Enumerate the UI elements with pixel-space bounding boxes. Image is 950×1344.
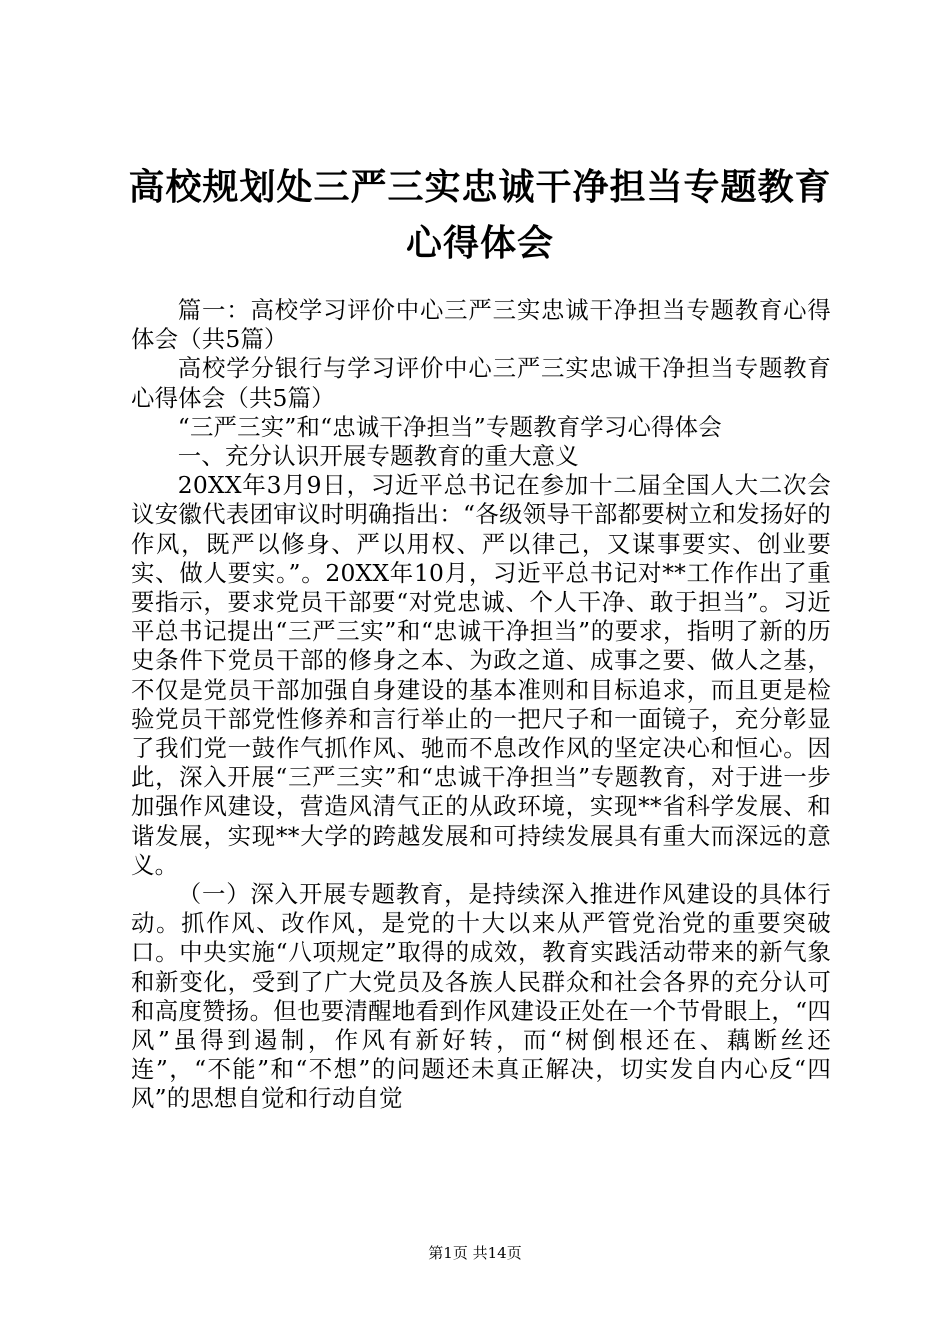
page-number-footer: 第1页 共14页 bbox=[428, 1244, 522, 1262]
document-body bbox=[131, 296, 831, 1114]
paragraph-subtitle: “三严三实”和“忠诚干净担当”专题教育学习心得体会 bbox=[177, 412, 722, 441]
section-heading: 一、充分认识开展专题教育的重大意义 bbox=[177, 442, 579, 471]
paragraph-heading-1: 篇一：高校学习评价中心三严三实忠诚干净担当专题教育心得体会（共5篇） bbox=[131, 296, 831, 354]
body-paragraph: 20XX年3月9日，习近平总书记在参加十二届全国人大二次会议安徽代表团审议时明确指出：“各级领导干部都要树立和发扬好的作风，既严以修身、严以用权、严以律己，又谋事要实、创业要实、做人要实。”。20XX年10月，习近平总书记对**工作作出了重要指示，要求党员干部要“对党忠诚、个人干净、敢于担当”。习近平总书记提出“三严三实”和“忠诚干净担当”的要求，指明了新的历史条件下党员干部的修身之本、为政之道、成事之要、做人之基，不仅是党员干部加强自身建设的基本准则和目标追求，而且更是检验党员干部党性修养和言行举止的一把尺子和一面镜子，充分彰显了我们党一鼓作气抓作风、驰而不息改作风的坚定决心和恒心。因此，深入开展“三严三实”和“忠诚干净担当”专题教育，对于进一步加强作风建设，营造风清气正的从政环境，实现**省科学发展、和谐发展，实现**大学的跨越发展和可持续发展具有重大而深远的意义。 bbox=[131, 471, 831, 879]
body-paragraph: （一）深入开展专题教育，是持续深入推进作风建设的具体行动。抓作风、改作风，是党的十大以来从严管党治党的重要突破口。中央实施“八项规定”取得的成效，教育实践活动带来的新气象和新变化，受到了广大党员及各族人民群众和社会各界的充分认可和高度赞扬。但也要清醒地看到作风建设正处在一个节骨眼上，“四风”虽得到遏制，作风有新好转，而“树倒根还在、藕断丝还连”，“不能”和“不想”的问题还未真正解决，切实发自内心反“四风”的思想自觉和行动自觉 bbox=[131, 880, 831, 1113]
document-title: 高校规划处三严三实忠诚干净担当专题教育心得体会 bbox=[128, 167, 832, 264]
paragraph-heading-2: 高校学分银行与学习评价中心三严三实忠诚干净担当专题教育心得体会（共5篇） bbox=[131, 354, 831, 412]
